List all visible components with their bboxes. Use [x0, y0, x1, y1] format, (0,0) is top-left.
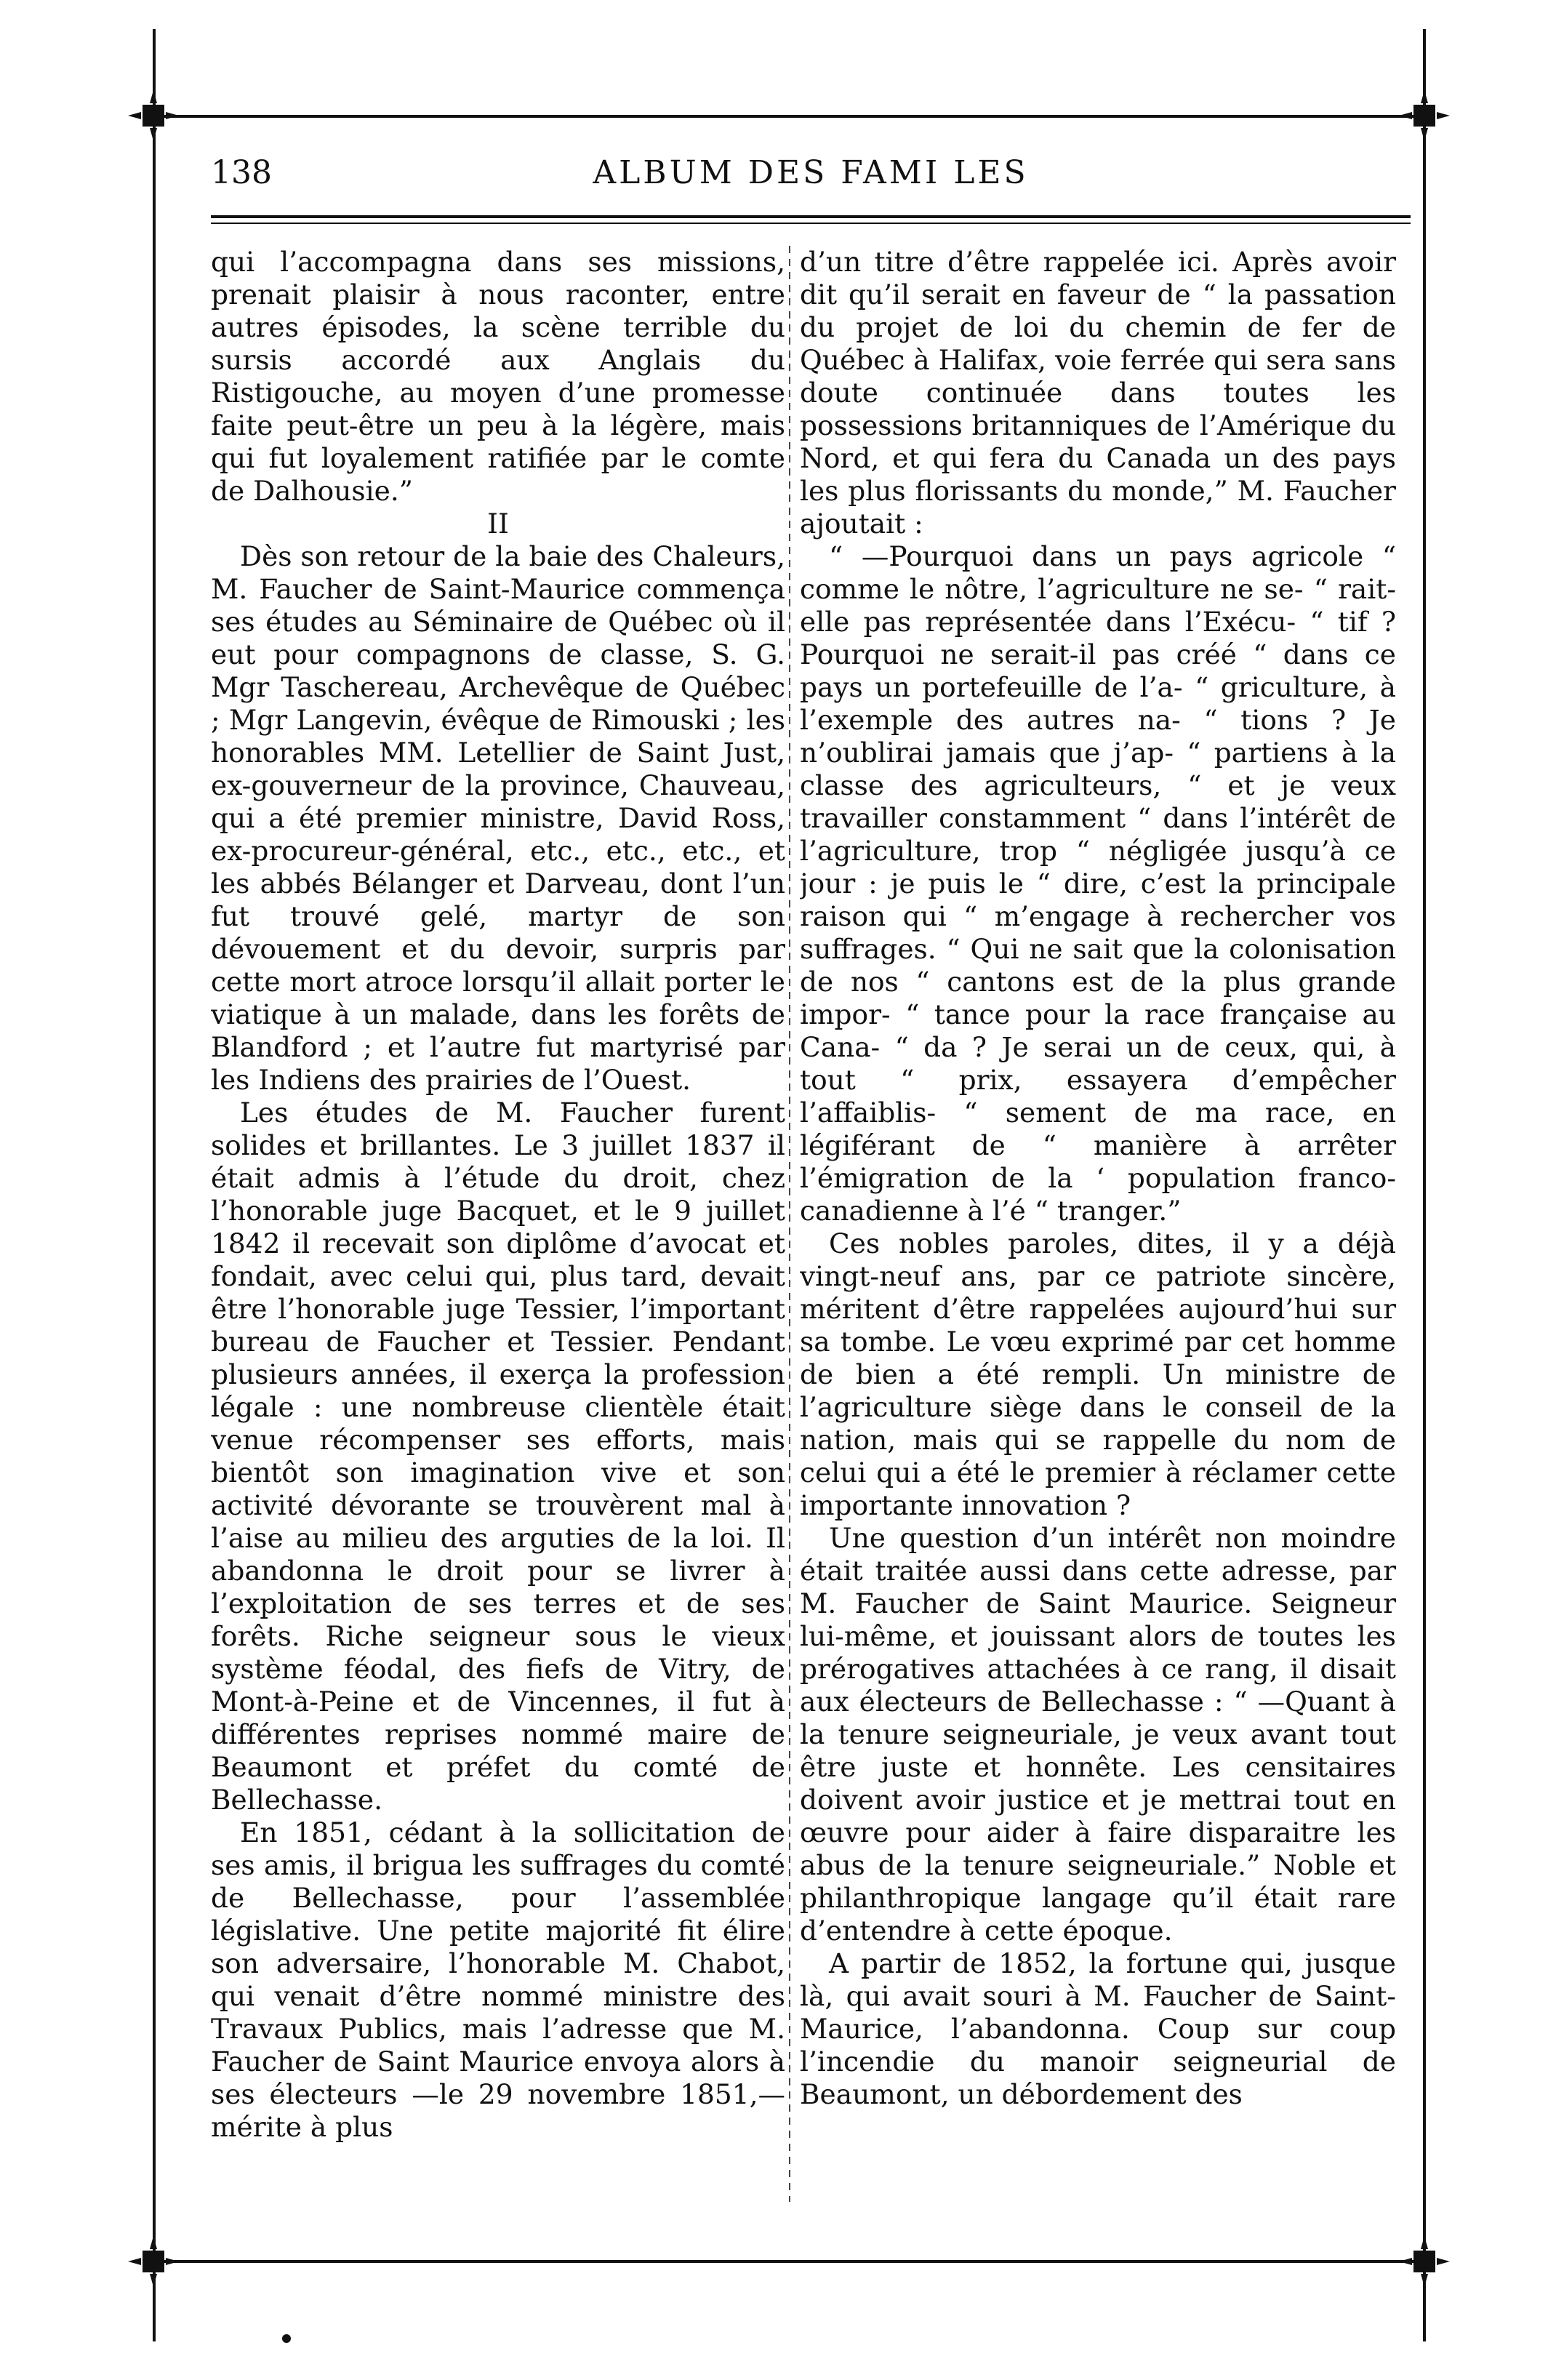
page-number: 138 — [211, 154, 272, 191]
right-column — [800, 246, 1396, 2202]
paragraph: En 1851, cédant à la sollicitation de ses amis, il brigua les suffrages du comté de Bellechasse, pour l’assemblée législative. Une petite majorité fit élire son adversaire, l’honorable M. Chabot, qui venait d’être nommé ministre des Travaux Publics, mais l’adresse que M. Faucher de Saint Maurice envoya alors à ses électeurs —le 29 novembre 1851,—mérite à plus — [211, 1816, 785, 2143]
corner-ornament-top-left-icon — [128, 90, 179, 141]
ink-dot — [282, 2334, 291, 2343]
column-divider — [789, 246, 790, 2202]
header-rule-thin — [211, 223, 1411, 224]
paragraph: Une question d’un intérêt non moindre était traitée aussi dans cette adresse, par M. Faucher de Saint Maurice. Seigneur lui-même, et jouissant alors de toutes les prérogatives attachées à ce rang, il disait aux électeurs de Bellechasse : “ —Quant à la tenure seigneuriale, je veux avant tout être juste et honnête. Les censitaires doivent avoir justice et je mettrai tout en œuvre pour aider à faire disparaitre les abus de la tenure seigneuriale.” Noble et philanthropique langage qu’il était rare d’entendre à cette époque. — [800, 1522, 1396, 1947]
frame-left-border — [153, 29, 156, 2341]
corner-ornament-bottom-left-icon — [128, 2236, 179, 2287]
page-header — [211, 154, 1411, 205]
frame-right-border — [1423, 29, 1426, 2341]
paragraph: Ces nobles paroles, dites, il y a déjà vingt-neuf ans, par ce patriote sincère, méritent d’être rappelées aujourd’hui sur sa tombe. Le vœu exprimé par cet homme de bien a été rempli. Un ministre de l’agriculture siège dans le conseil de la nation, mais qui se rappelle du nom de celui qui a été le premier à réclamer cette importante innovation ? — [800, 1227, 1396, 1521]
quoted-paragraph: “ —Pourquoi dans un pays agricole “ comme le nôtre, l’agriculture ne se- “ rait-elle pas représentée dans l’Exécu- “ tif ? Pourquoi ne serait-il pas créé “ dans ce pays un portefeuille de l’a- “ griculture, à l’exemple des autres na- “ tions ? Je n’oublirai jamais que j’ap- “ partiens à la classe des agriculteurs, “ et je veux travailler constamment “ dans l’intérêt de l’agriculture, trop “ négligée jusqu’à ce jour : je puis le “ dire, c’est la principale raison qui “ m’engage à rechercher vos suffrages. “ Qui ne sait que la colonisation de nos “ cantons est de la plus grande impor- “ tance pour la race française au Cana- “ da ? Je serai un de ceux, qui, à tout “ prix, essayera d’empêcher l’affaiblis- “ sement de ma race, en légiférant de “ manière à arrêter l’émigration de la ‘ population franco-canadienne à l’é “ tranger.” — [800, 540, 1396, 1227]
paragraph: A partir de 1852, la fortune qui, jusque là, qui avait souri à M. Faucher de Saint-Maurice, l’abandonna. Coup sur coup l’incendie du manoir seigneurial de Beaumont, un débordement des — [800, 1947, 1396, 2110]
corner-ornament-top-right-icon — [1399, 90, 1450, 141]
header-rule — [211, 215, 1411, 218]
running-title: ALBUM DES FAMI LES — [593, 154, 1029, 191]
paragraph: d’un titre d’être rappelée ici. Après avoir dit qu’il serait en faveur de “ la passation du projet de loi du chemin de fer de Québec à Halifax, voie ferrée qui sera sans doute continuée dans toutes les possessions britanniques de l’Amérique du Nord, et qui fera du Canada un des pays les plus florissants du monde,” M. Faucher ajoutait : — [800, 246, 1396, 540]
paragraph: qui l’accompagna dans ses missions, prenait plaisir à nous raconter, entre autres épisodes, la scène terrible du sursis accordé aux Anglais du Ristigouche, au moyen d’une promesse faite peut-être un peu à la légère, mais qui fut loyalement ratifiée par le comte de Dalhousie.” — [211, 246, 785, 507]
corner-ornament-bottom-right-icon — [1399, 2236, 1450, 2287]
frame-top-border — [156, 115, 1421, 118]
paragraph: Les études de M. Faucher furent solides et brillantes. Le 3 juillet 1837 il était admis à l’étude du droit, chez l’honorable juge Bacquet, et le 9 juillet 1842 il recevait son diplôme d’avocat et fondait, avec celui qui, plus tard, devait être l’honorable juge Tessier, l’important bureau de Faucher et Tessier. Pendant plusieurs années, il exerça la profession légale : une nombreuse clientèle était venue récompenser ses efforts, mais bientôt son imagination vive et son activité dévorante se trouvèrent mal à l’aise au milieu des arguties de la loi. Il abandonna le droit pour se livrer à l’exploitation de ses terres et de ses forêts. Riche seigneur sous le vieux système féodal, des fiefs de Vitry, de Mont-à-Peine et de Vincennes, il fut à différentes reprises nommé maire de Beaumont et préfet du comté de Bellechasse. — [211, 1097, 785, 1816]
frame-bottom-border — [156, 2260, 1421, 2263]
section-number: II — [487, 508, 509, 540]
left-column — [211, 246, 785, 2202]
paragraph: Dès son retour de la baie des Chaleurs, M. Faucher de Saint-Maurice commença ses études au Séminaire de Québec où il eut pour compagnons de classe, S. G. Mgr Taschereau, Archevêque de Québec ; Mgr Langevin, évêque de Rimouski ; les honorables MM. Letellier de Saint Just, ex-gouverneur de la province, Chauveau, qui a été premier ministre, David Ross, ex-procureur-général, etc., etc., etc., et les abbés Bélanger et Darveau, dont l’un fut trouvé gelé, martyr de son dévouement et du devoir, surpris par cette mort atroce lorsqu’il allait porter le viatique à un malade, dans les forêts de Blandford ; et l’autre fut martyrisé par les Indiens des prairies de l’Ouest. — [211, 540, 785, 1096]
